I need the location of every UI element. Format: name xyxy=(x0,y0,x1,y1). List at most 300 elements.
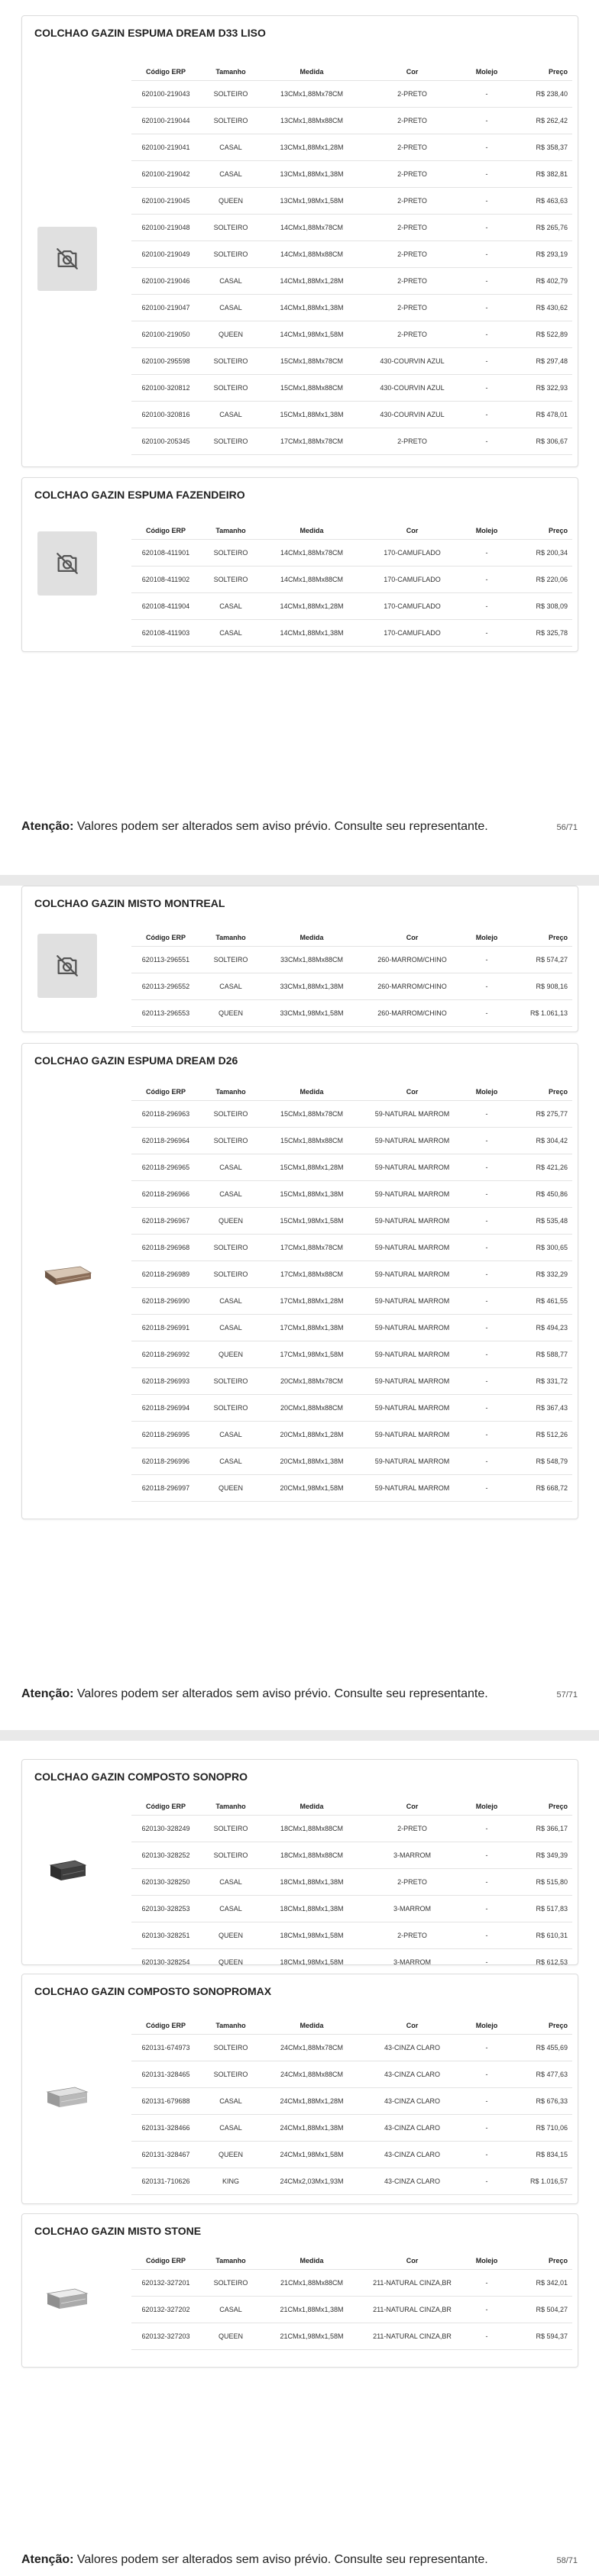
cell-tamanho: CASAL xyxy=(200,2297,261,2323)
cell-medida: 24CMx1,98Mx1,58M xyxy=(261,2142,362,2168)
cell-tamanho: SOLTEIRO xyxy=(200,241,261,268)
cell-medida: 21CMx1,88Mx1,38M xyxy=(261,2297,362,2323)
cell-tamanho: CASAL xyxy=(200,402,261,428)
cell-cor: 430-COURVIN AZUL xyxy=(362,402,462,428)
column-header-codigo-erp: Código ERP xyxy=(131,1083,200,1101)
cell-cor: 3-MARROM xyxy=(362,1842,462,1869)
cell-tamanho: QUEEN xyxy=(200,2142,261,2168)
cell-tamanho: SOLTEIRO xyxy=(200,428,261,455)
cell-codigo-erp: 620118-296964 xyxy=(131,1128,200,1154)
table-row xyxy=(131,973,572,1000)
cell-preco: R$ 306,67 xyxy=(511,428,572,455)
cell-codigo-erp: 620100-320816 xyxy=(131,402,200,428)
cell-molejo: - xyxy=(462,188,511,215)
column-header-codigo-erp: Código ERP xyxy=(131,522,200,540)
table-row xyxy=(131,2035,572,2061)
cell-tamanho: CASAL xyxy=(200,1154,261,1181)
column-header-tamanho: Tamanho xyxy=(200,929,261,947)
cell-cor: 2-PRETO xyxy=(362,215,462,241)
cell-codigo-erp: 620131-710626 xyxy=(131,2168,200,2195)
cell-codigo-erp: 620113-296553 xyxy=(131,1000,200,1027)
cell-preco: R$ 331,72 xyxy=(511,1368,572,1395)
cell-tamanho: CASAL xyxy=(200,1448,261,1475)
cell-tamanho: QUEEN xyxy=(200,1949,261,1976)
cell-cor: 260-MARROM/CHINO xyxy=(362,973,462,1000)
cell-tamanho: QUEEN xyxy=(200,1000,261,1027)
cell-codigo-erp: 620108-411901 xyxy=(131,540,200,567)
cell-cor: 170-CAMUFLADO xyxy=(362,567,462,593)
cell-molejo: - xyxy=(462,620,511,647)
cell-medida: 24CMx1,88Mx1,28M xyxy=(261,2088,362,2115)
cell-preco: R$ 494,23 xyxy=(511,1315,572,1341)
cell-codigo-erp: 620100-219049 xyxy=(131,241,200,268)
column-header-medida: Medida xyxy=(261,522,362,540)
cell-preco: R$ 512,26 xyxy=(511,1422,572,1448)
cell-preco: R$ 588,77 xyxy=(511,1341,572,1368)
column-header-cor: Cor xyxy=(362,2252,462,2270)
cell-medida: 18CMx1,88Mx1,38M xyxy=(261,1869,362,1896)
mattress-photo xyxy=(37,1244,97,1308)
cell-medida: 15CMx1,88Mx88CM xyxy=(261,1128,362,1154)
cell-preco: R$ 668,72 xyxy=(511,1475,572,1502)
table-row xyxy=(131,1422,572,1448)
cell-cor: 59-NATURAL MARROM xyxy=(362,1101,462,1128)
column-header-tamanho: Tamanho xyxy=(200,522,261,540)
cell-preco: R$ 402,79 xyxy=(511,268,572,295)
cell-molejo: - xyxy=(462,973,511,1000)
table-row xyxy=(131,1208,572,1235)
cell-preco: R$ 478,01 xyxy=(511,402,572,428)
disclaimer-label: Atenção: xyxy=(21,1687,74,1700)
cell-tamanho: SOLTEIRO xyxy=(200,81,261,108)
cell-medida: 33CMx1,98Mx1,58M xyxy=(261,1000,362,1027)
cell-codigo-erp: 620100-219050 xyxy=(131,321,200,348)
table-row xyxy=(131,2115,572,2142)
cell-medida: 17CMx1,88Mx78CM xyxy=(261,1235,362,1261)
table-row xyxy=(131,428,572,455)
cell-molejo: - xyxy=(462,1422,511,1448)
table-row xyxy=(131,593,572,620)
table-row xyxy=(131,215,572,241)
cell-medida: 18CMx1,98Mx1,58M xyxy=(261,1922,362,1949)
cell-tamanho: QUEEN xyxy=(200,1341,261,1368)
cell-medida: 24CMx1,88Mx78CM xyxy=(261,2035,362,2061)
cell-cor: 2-PRETO xyxy=(362,108,462,134)
cell-preco: R$ 349,39 xyxy=(511,1842,572,1869)
cell-medida: 18CMx1,88Mx88CM xyxy=(261,1816,362,1842)
column-header-cor: Cor xyxy=(362,1083,462,1101)
table-row xyxy=(131,295,572,321)
cell-cor: 59-NATURAL MARROM xyxy=(362,1261,462,1288)
cell-tamanho: CASAL xyxy=(200,1869,261,1896)
column-header-medida: Medida xyxy=(261,1798,362,1816)
table-row xyxy=(131,1922,572,1949)
cell-preco: R$ 430,62 xyxy=(511,295,572,321)
table-row xyxy=(131,947,572,973)
cell-tamanho: QUEEN xyxy=(200,1922,261,1949)
table-row xyxy=(131,1128,572,1154)
cell-cor: 59-NATURAL MARROM xyxy=(362,1395,462,1422)
cell-preco: R$ 300,65 xyxy=(511,1235,572,1261)
mattress-photo xyxy=(37,2066,97,2130)
cell-tamanho: SOLTEIRO xyxy=(200,1261,261,1288)
cell-molejo: - xyxy=(462,161,511,188)
cell-cor: 2-PRETO xyxy=(362,295,462,321)
cell-medida: 13CMx1,88Mx78CM xyxy=(261,81,362,108)
cell-preco: R$ 382,81 xyxy=(511,161,572,188)
cell-molejo: - xyxy=(462,1368,511,1395)
cell-medida: 24CMx1,88Mx88CM xyxy=(261,2061,362,2088)
table-row xyxy=(131,1949,572,1976)
cell-medida: 14CMx1,88Mx78CM xyxy=(261,540,362,567)
cell-molejo: - xyxy=(462,2115,511,2142)
mattress-photo xyxy=(37,2268,97,2332)
cell-medida: 15CMx1,88Mx1,38M xyxy=(261,402,362,428)
table-row xyxy=(131,2270,572,2297)
cell-codigo-erp: 620100-320812 xyxy=(131,375,200,402)
column-header-molejo: Molejo xyxy=(462,2252,511,2270)
cell-codigo-erp: 620131-674973 xyxy=(131,2035,200,2061)
cell-preco: R$ 275,77 xyxy=(511,1101,572,1128)
cell-medida: 15CMx1,88Mx78CM xyxy=(261,348,362,375)
cell-molejo: - xyxy=(462,593,511,620)
cell-tamanho: CASAL xyxy=(200,1315,261,1341)
cell-tamanho: CASAL xyxy=(200,1181,261,1208)
cell-tamanho: SOLTEIRO xyxy=(200,1101,261,1128)
cell-codigo-erp: 620132-327203 xyxy=(131,2323,200,2350)
cell-preco: R$ 220,06 xyxy=(511,567,572,593)
cell-molejo: - xyxy=(462,2142,511,2168)
cell-molejo: - xyxy=(462,2088,511,2115)
cell-preco: R$ 342,01 xyxy=(511,2270,572,2297)
column-header-codigo-erp: Código ERP xyxy=(131,1798,200,1816)
product-table xyxy=(131,2252,572,2350)
page-separator xyxy=(0,875,599,886)
cell-codigo-erp: 620131-328467 xyxy=(131,2142,200,2168)
product-table xyxy=(131,1083,572,1502)
table-row xyxy=(131,540,572,567)
cell-cor: 59-NATURAL MARROM xyxy=(362,1475,462,1502)
cell-tamanho: SOLTEIRO xyxy=(200,2270,261,2297)
cell-codigo-erp: 620131-328465 xyxy=(131,2061,200,2088)
cell-codigo-erp: 620130-328253 xyxy=(131,1896,200,1922)
cell-molejo: - xyxy=(462,1395,511,1422)
cell-cor: 170-CAMUFLADO xyxy=(362,620,462,647)
column-header-cor: Cor xyxy=(362,522,462,540)
cell-preco: R$ 463,63 xyxy=(511,188,572,215)
cell-molejo: - xyxy=(462,348,511,375)
cell-tamanho: SOLTEIRO xyxy=(200,567,261,593)
cell-codigo-erp: 620130-328251 xyxy=(131,1922,200,1949)
cell-codigo-erp: 620118-296966 xyxy=(131,1181,200,1208)
cell-medida: 24CMx1,88Mx1,38M xyxy=(261,2115,362,2142)
catalog-page-57 xyxy=(0,886,599,1730)
column-header-codigo-erp: Código ERP xyxy=(131,63,200,81)
cell-cor: 430-COURVIN AZUL xyxy=(362,348,462,375)
cell-cor: 2-PRETO xyxy=(362,428,462,455)
column-header-codigo-erp: Código ERP xyxy=(131,929,200,947)
cell-codigo-erp: 620118-296963 xyxy=(131,1101,200,1128)
cell-codigo-erp: 620118-296989 xyxy=(131,1261,200,1288)
column-header-molejo: Molejo xyxy=(462,522,511,540)
disclaimer-footer xyxy=(21,1687,488,1701)
cell-molejo: - xyxy=(462,295,511,321)
cell-preco: R$ 834,15 xyxy=(511,2142,572,2168)
table-row xyxy=(131,108,572,134)
cell-codigo-erp: 620118-296965 xyxy=(131,1154,200,1181)
cell-molejo: - xyxy=(462,1261,511,1288)
cell-molejo: - xyxy=(462,375,511,402)
column-header-tamanho: Tamanho xyxy=(200,1798,261,1816)
cell-medida: 33CMx1,88Mx88CM xyxy=(261,947,362,973)
cell-tamanho: SOLTEIRO xyxy=(200,2061,261,2088)
cell-molejo: - xyxy=(462,268,511,295)
cell-medida: 33CMx1,88Mx1,38M xyxy=(261,973,362,1000)
table-row xyxy=(131,1235,572,1261)
cell-molejo: - xyxy=(462,2168,511,2195)
cell-medida: 15CMx1,88Mx1,28M xyxy=(261,1154,362,1181)
cell-preco: R$ 477,63 xyxy=(511,2061,572,2088)
table-row xyxy=(131,1395,572,1422)
cell-molejo: - xyxy=(462,2035,511,2061)
cell-tamanho: CASAL xyxy=(200,1896,261,1922)
cell-tamanho: CASAL xyxy=(200,973,261,1000)
cell-codigo-erp: 620118-296995 xyxy=(131,1422,200,1448)
product-title: COLCHAO GAZIN COMPOSTO SONOPROMAX xyxy=(34,1985,272,1997)
cell-medida: 18CMx1,88Mx1,38M xyxy=(261,1896,362,1922)
table-row xyxy=(131,268,572,295)
cell-medida: 20CMx1,88Mx78CM xyxy=(261,1368,362,1395)
cell-molejo: - xyxy=(462,1896,511,1922)
cell-cor: 2-PRETO xyxy=(362,188,462,215)
cell-cor: 43-CINZA CLARO xyxy=(362,2061,462,2088)
table-row xyxy=(131,1475,572,1502)
cell-molejo: - xyxy=(462,567,511,593)
table-row xyxy=(131,2088,572,2115)
table-row xyxy=(131,1181,572,1208)
table-row xyxy=(131,1288,572,1315)
table-row xyxy=(131,2061,572,2088)
cell-tamanho: QUEEN xyxy=(200,321,261,348)
cell-tamanho: SOLTEIRO xyxy=(200,2035,261,2061)
product-card-montreal xyxy=(21,886,578,1032)
cell-preco: R$ 610,31 xyxy=(511,1922,572,1949)
product-card-dream-d33 xyxy=(21,15,578,467)
table-row xyxy=(131,1816,572,1842)
table-row xyxy=(131,1869,572,1896)
mattress-photo xyxy=(37,1839,97,1903)
table-header-row xyxy=(131,63,572,81)
cell-preco: R$ 455,69 xyxy=(511,2035,572,2061)
cell-cor: 59-NATURAL MARROM xyxy=(362,1341,462,1368)
page-number: 57/71 xyxy=(556,1690,578,1700)
cell-tamanho: CASAL xyxy=(200,295,261,321)
cell-molejo: - xyxy=(462,1816,511,1842)
product-card-stone xyxy=(21,2213,578,2368)
cell-medida: 17CMx1,98Mx1,58M xyxy=(261,1341,362,1368)
column-header-cor: Cor xyxy=(362,2017,462,2035)
cell-molejo: - xyxy=(462,1000,511,1027)
table-row xyxy=(131,321,572,348)
cell-molejo: - xyxy=(462,241,511,268)
catalog-page-58 xyxy=(0,1741,599,2576)
cell-codigo-erp: 620118-296996 xyxy=(131,1448,200,1475)
cell-tamanho: CASAL xyxy=(200,268,261,295)
cell-codigo-erp: 620100-219048 xyxy=(131,215,200,241)
cell-medida: 24CMx2,03Mx1,93M xyxy=(261,2168,362,2195)
cell-cor: 2-PRETO xyxy=(362,268,462,295)
cell-molejo: - xyxy=(462,1235,511,1261)
cell-codigo-erp: 620100-219045 xyxy=(131,188,200,215)
product-table xyxy=(131,63,572,455)
column-header-tamanho: Tamanho xyxy=(200,63,261,81)
cell-molejo: - xyxy=(462,1101,511,1128)
cell-cor: 2-PRETO xyxy=(362,241,462,268)
product-title: COLCHAO GAZIN MISTO MONTREAL xyxy=(34,897,225,909)
table-row xyxy=(131,161,572,188)
cell-molejo: - xyxy=(462,215,511,241)
cell-cor: 2-PRETO xyxy=(362,161,462,188)
product-card-sonopromax xyxy=(21,1974,578,2204)
disclaimer-footer xyxy=(21,2553,488,2567)
table-row xyxy=(131,2297,572,2323)
cell-medida: 15CMx1,88Mx88CM xyxy=(261,375,362,402)
column-header-cor: Cor xyxy=(362,63,462,81)
cell-codigo-erp: 620100-219041 xyxy=(131,134,200,161)
cell-medida: 18CMx1,98Mx1,58M xyxy=(261,1949,362,1976)
product-table xyxy=(131,522,572,647)
cell-medida: 20CMx1,88Mx1,28M xyxy=(261,1422,362,1448)
column-header-medida: Medida xyxy=(261,63,362,81)
cell-preco: R$ 612,53 xyxy=(511,1949,572,1976)
cell-codigo-erp: 620100-295598 xyxy=(131,348,200,375)
cell-cor: 260-MARROM/CHINO xyxy=(362,1000,462,1027)
cell-preco: R$ 293,19 xyxy=(511,241,572,268)
cell-cor: 211-NATURAL CINZA,BR xyxy=(362,2270,462,2297)
cell-tamanho: CASAL xyxy=(200,620,261,647)
cell-cor: 59-NATURAL MARROM xyxy=(362,1181,462,1208)
table-row xyxy=(131,375,572,402)
cell-codigo-erp: 620130-328254 xyxy=(131,1949,200,1976)
cell-cor: 170-CAMUFLADO xyxy=(362,540,462,567)
cell-cor: 211-NATURAL CINZA,BR xyxy=(362,2323,462,2350)
cell-codigo-erp: 620118-296967 xyxy=(131,1208,200,1235)
page-number: 58/71 xyxy=(556,2556,578,2565)
table-header-row xyxy=(131,522,572,540)
cell-cor: 211-NATURAL CINZA,BR xyxy=(362,2297,462,2323)
page-number: 56/71 xyxy=(556,823,578,832)
cell-tamanho: SOLTEIRO xyxy=(200,1816,261,1842)
cell-medida: 14CMx1,88Mx1,38M xyxy=(261,620,362,647)
column-header-cor: Cor xyxy=(362,929,462,947)
table-row xyxy=(131,241,572,268)
table-row xyxy=(131,1154,572,1181)
column-header-molejo: Molejo xyxy=(462,929,511,947)
cell-tamanho: QUEEN xyxy=(200,2323,261,2350)
table-row xyxy=(131,81,572,108)
table-row xyxy=(131,348,572,375)
cell-cor: 59-NATURAL MARROM xyxy=(362,1128,462,1154)
cell-molejo: - xyxy=(462,81,511,108)
cell-preco: R$ 238,40 xyxy=(511,81,572,108)
column-header-medida: Medida xyxy=(261,1083,362,1101)
cell-preco: R$ 367,43 xyxy=(511,1395,572,1422)
cell-codigo-erp: 620118-296997 xyxy=(131,1475,200,1502)
cell-codigo-erp: 620108-411903 xyxy=(131,620,200,647)
disclaimer-footer xyxy=(21,820,488,834)
cell-codigo-erp: 620108-411904 xyxy=(131,593,200,620)
cell-codigo-erp: 620100-219047 xyxy=(131,295,200,321)
product-table xyxy=(131,2017,572,2195)
cell-cor: 59-NATURAL MARROM xyxy=(362,1422,462,1448)
cell-molejo: - xyxy=(462,1448,511,1475)
cell-cor: 59-NATURAL MARROM xyxy=(362,1315,462,1341)
cell-molejo: - xyxy=(462,1315,511,1341)
cell-molejo: - xyxy=(462,1949,511,1976)
cell-medida: 17CMx1,88Mx1,28M xyxy=(261,1288,362,1315)
cell-cor: 430-COURVIN AZUL xyxy=(362,375,462,402)
cell-cor: 43-CINZA CLARO xyxy=(362,2142,462,2168)
cell-preco: R$ 517,83 xyxy=(511,1896,572,1922)
cell-tamanho: SOLTEIRO xyxy=(200,1842,261,1869)
cell-tamanho: SOLTEIRO xyxy=(200,375,261,402)
cell-cor: 43-CINZA CLARO xyxy=(362,2088,462,2115)
cell-codigo-erp: 620130-328250 xyxy=(131,1869,200,1896)
cell-cor: 2-PRETO xyxy=(362,1922,462,1949)
cell-medida: 17CMx1,88Mx78CM xyxy=(261,428,362,455)
no-image-icon xyxy=(37,227,97,291)
cell-tamanho: CASAL xyxy=(200,593,261,620)
cell-codigo-erp: 620100-219042 xyxy=(131,161,200,188)
column-header-preco: Preço xyxy=(511,63,572,81)
cell-tamanho: SOLTEIRO xyxy=(200,215,261,241)
column-header-molejo: Molejo xyxy=(462,1083,511,1101)
cell-medida: 17CMx1,88Mx1,38M xyxy=(261,1315,362,1341)
cell-cor: 59-NATURAL MARROM xyxy=(362,1288,462,1315)
cell-medida: 14CMx1,88Mx88CM xyxy=(261,241,362,268)
table-row xyxy=(131,1101,572,1128)
cell-cor: 2-PRETO xyxy=(362,134,462,161)
cell-preco: R$ 594,37 xyxy=(511,2323,572,2350)
cell-preco: R$ 308,09 xyxy=(511,593,572,620)
cell-tamanho: CASAL xyxy=(200,2088,261,2115)
cell-cor: 2-PRETO xyxy=(362,1816,462,1842)
cell-molejo: - xyxy=(462,321,511,348)
table-row xyxy=(131,1261,572,1288)
cell-cor: 59-NATURAL MARROM xyxy=(362,1208,462,1235)
disclaimer-label: Atenção: xyxy=(21,2553,74,2566)
cell-molejo: - xyxy=(462,1181,511,1208)
cell-medida: 14CMx1,88Mx78CM xyxy=(261,215,362,241)
cell-molejo: - xyxy=(462,134,511,161)
cell-medida: 14CMx1,98Mx1,58M xyxy=(261,321,362,348)
cell-tamanho: CASAL xyxy=(200,2115,261,2142)
disclaimer-label: Atenção: xyxy=(21,820,74,833)
table-row xyxy=(131,2142,572,2168)
table-row xyxy=(131,2168,572,2195)
column-header-preco: Preço xyxy=(511,1798,572,1816)
catalog-page-56 xyxy=(0,0,599,875)
cell-molejo: - xyxy=(462,2061,511,2088)
product-table xyxy=(131,929,572,1027)
cell-medida: 14CMx1,88Mx1,28M xyxy=(261,268,362,295)
table-row xyxy=(131,1842,572,1869)
cell-medida: 15CMx1,88Mx1,38M xyxy=(261,1181,362,1208)
table-row xyxy=(131,2323,572,2350)
cell-codigo-erp: 620118-296968 xyxy=(131,1235,200,1261)
cell-cor: 59-NATURAL MARROM xyxy=(362,1368,462,1395)
cell-medida: 13CMx1,88Mx1,28M xyxy=(261,134,362,161)
